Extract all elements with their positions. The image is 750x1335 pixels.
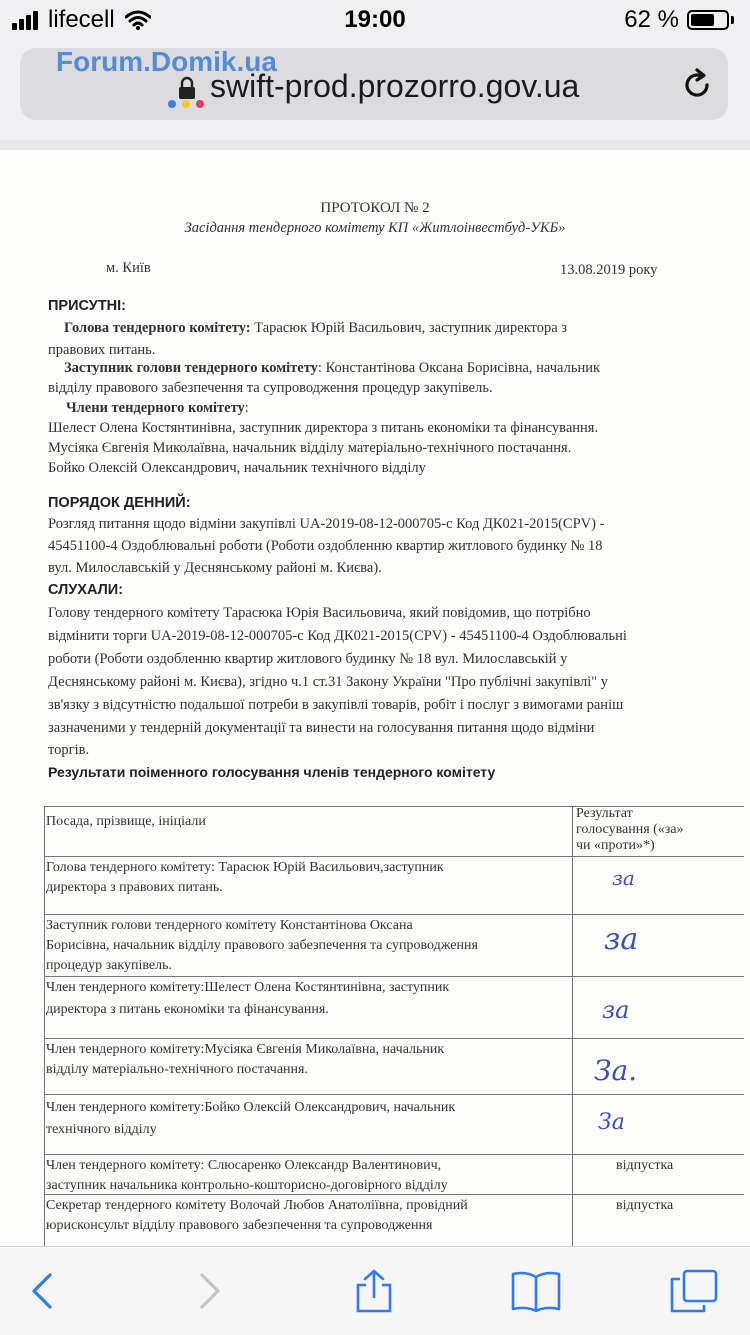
battery-percent: 62 % [624, 6, 679, 33]
chair-text: Тарасюк Юрій Васильович, заступник директора з [254, 320, 567, 336]
deputy-text: : Константінова Оксана Борисівна, начальник [317, 360, 601, 376]
deputy-text-2: відділу правового забезпечення та супроводження процедур закупівель. [48, 380, 493, 396]
battery-icon [687, 10, 729, 30]
heard-line: зв'язку з відсутністю подальшої потреби в закупівлі товарів, робіт і послуг з вимогами раніш [48, 697, 624, 713]
tabs-icon[interactable] [670, 1269, 718, 1313]
heard-line: торгів. [48, 742, 90, 758]
results-heading: Результати поіменного голосування членів тендерного комітету [48, 764, 496, 780]
deputy-label: Заступник голови тендерного комітету [64, 360, 318, 376]
member-line: Бойко Олексій Олександрович, начальник технічного відділу [48, 460, 426, 476]
battery-indicator [624, 6, 734, 34]
members-label: Члени тендерного комітету [66, 400, 245, 416]
heard-line: Деснянському районі м. Києва), згідно ч.1 ст.31 Закону України "Про публічні закупівлі" у [48, 674, 609, 690]
agenda-line: 45451100-4 Оздоблювальні роботи (Роботи оздобленню квартир житлового будинку № 18 [48, 538, 603, 554]
table-header-vote: голосування («за» [576, 822, 684, 837]
carrier-name: lifecell [48, 6, 115, 33]
vote-signature: за [602, 996, 630, 1024]
vote-status: відпустка [616, 1198, 674, 1213]
agenda-line: Розгляд питання щодо відміни закупівлі UA-2019-08-12-000705-c Код ДК021-2015(CPV) - [48, 516, 605, 532]
share-icon[interactable] [352, 1269, 396, 1313]
browser-top-bar [0, 40, 750, 140]
agenda-heading: ПОРЯДОК ДЕННИЙ: [48, 495, 191, 511]
chair-label: Голова тендерного комітету: [64, 320, 251, 336]
reload-icon[interactable] [680, 68, 714, 102]
vote-signature: за [612, 866, 635, 890]
chevron-right-icon[interactable] [186, 1269, 230, 1313]
table-header-vote: Результат [576, 806, 633, 821]
present-heading: ПРИСУТНІ: [48, 298, 127, 314]
address-bar[interactable] [20, 48, 728, 120]
vote-status: відпустка [616, 1158, 674, 1173]
member-line: Шелест Олена Костянтинівна, заступник директора з питань економіки та фінансування. [48, 420, 599, 436]
watermark-dots [168, 100, 210, 108]
doc-city: м. Київ [106, 260, 151, 276]
doc-subtitle: Засідання тендерного комітету КП «Житлоінвестбуд-УКБ» [184, 220, 566, 236]
book-icon[interactable] [510, 1269, 562, 1313]
url-text[interactable]: swift-prod.prozorro.gov.ua [210, 68, 580, 104]
table-header-position: Посада, прізвище, ініціали [46, 814, 206, 829]
heard-line: Голову тендерного комітету Тарасюка Юрія Васильовича, який повідомив, що потрібно [48, 605, 591, 621]
browser-toolbar [0, 1246, 750, 1335]
vote-signature: За [598, 1110, 625, 1135]
clock: 19:00 [344, 6, 406, 33]
doc-date: 13.08.2019 року [560, 262, 658, 278]
agenda-line: вул. Милославській у Деснянському районі м. Києва). [48, 560, 382, 576]
heard-line: відмінити торги UA-2019-08-12-000705-c Код ДК021-2015(CPV) - 45451100-4 Оздоблювальні [48, 628, 627, 644]
doc-title: ПРОТОКОЛ № 2 [320, 200, 430, 216]
vote-signature: За. [594, 1054, 638, 1087]
table-header-vote: чи «проти»*) [576, 838, 655, 853]
heard-line: зазначеними у тендерній документації та винести на голосування питання щодо відміни [48, 720, 595, 736]
member-line: Мусіяка Євгенія Миколаївна, начальник відділу матеріально-технічного постачання. [48, 440, 572, 456]
chair-text-2: правових питань. [48, 342, 156, 358]
watermark-logo: Forum.Domik.ua [56, 46, 277, 77]
heard-line: роботи (Роботи оздобленню квартир житлового будинку № 18 вул. Милославській у [48, 651, 568, 667]
document-view[interactable]: ПРОТОКОЛ № 2 Засідання тендерного комітету КП «Житлоінвестбуд-УКБ» м. Київ 13.08.2019 року ПРИСУТНІ: Голова тендерного комітету: Тарасюк Юрій Васильович, заступник директора з правових питань. Заступник голови тендерного комітету: Константінова Оксана Борисівна, начальник відділу правового забезпечення та супроводження процедур закупівель. Члени тендерного комітету: Шелест Олена Костянтинівна, заступник директора з питань економіки та фінансування. Мусіяка Євгенія Миколаївна, начальник відділу матеріально-технічного постачання. Бойко Олексій Олександрович, начальник технічного відділу ПОРЯДОК ДЕННИЙ: Розгляд питання щодо відміни закупівлі UA-2019-08-12-000705-c Код ДК021-2015(CPV) - 45451100-4 Оздоблювальні роботи (Роботи оздобленню квартир житлового будинку № 18 вул. Милославській у Деснянському районі м. Києва). СЛУХАЛИ: Голову тендерного комітету Тарасюка Юрія Васильовича, який повідомив, що потрібно відмінити торги UA-2019-08-12-000705-c Код ДК021-2015(CPV) - 45451100-4 Оздоблювальні роботи (Роботи оздобленню квартир житлового будинку № 18 вул. Милославській у Деснянському районі м. Києва), згідно ч.1 ст.31 Закону України "Про публічні закупівлі" у зв'язку з відсутністю подальшої потреби в закупівлі товарів, робіт і послуг з вимогами раніш зазначеними у тендерній документації та винести на голосування питання щодо відміни торгів. Результати поіменного голосування членів тендерного комітету Посада, прізвище, ініціали Результат голосування («за» чи «проти»*) Голова тендерного комітету: Тарасюк Юрій Васильович,заступник директора з правових питань. за Заступник голови тендерного комітету Константінова Оксана Борисівна, начальник відділу правового забезпечення та супроводження процедур закупівель. за Член тендерного комітету:Шелест Олена Костянтинівна, заступник директора з питань економіки та фінансування. за Член тендерного комітету:Мусіяка Євгенія Миколаївна, начальник відділу матеріально-технічного постачання. За. Член тендерного комітету:Бойко Олексій Олександрович, начальник технічного відділу За Член тендерного комітету: Слюсаренко Олександр Валентинович, заступник начальника контрольно-кошторисно-договірного відділу відпустка Секретар тендерного комітету Волочай Любов Анатоліївна, провідний юрисконсульт відділу правового забезпечення та супроводження відпустка [0, 150, 750, 1246]
chevron-left-icon[interactable] [22, 1269, 66, 1313]
vote-signature: за [604, 922, 639, 957]
status-bar [0, 0, 750, 40]
heard-heading: СЛУХАЛИ: [48, 582, 124, 598]
lock-icon [178, 76, 196, 100]
